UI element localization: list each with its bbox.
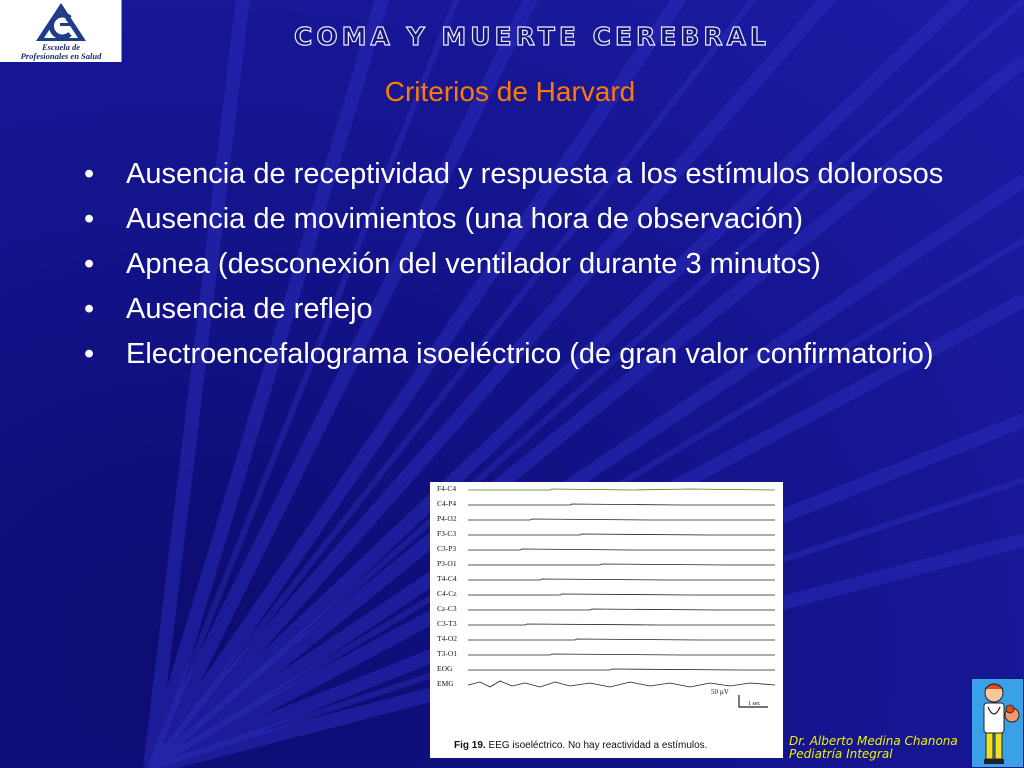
bullet-icon: •	[84, 293, 95, 325]
author-role: Pediatría Integral	[789, 747, 893, 761]
eeg-channel-label: T4-O2	[437, 634, 457, 643]
eeg-channel-label: EMG	[437, 679, 454, 688]
eeg-scale-amplitude: 50 µV	[711, 688, 729, 696]
eeg-channel-label: P3-O1	[437, 559, 457, 568]
eeg-trace	[468, 519, 775, 520]
eeg-channel-label: P4-O2	[437, 514, 457, 523]
eeg-trace	[468, 609, 775, 610]
eeg-trace	[468, 624, 775, 625]
eeg-traces	[430, 482, 783, 758]
bullet-icon: •	[84, 338, 95, 370]
eeg-trace	[468, 504, 775, 505]
eeg-trace	[468, 564, 775, 565]
criteria-list	[84, 156, 964, 381]
slide-title: COMA Y MUERTE CEREBRAL	[294, 22, 770, 51]
eeg-channel-label: C4-Cz	[437, 589, 457, 598]
author-name: Dr. Alberto Medina Chanona	[789, 734, 958, 748]
bullet-icon: •	[84, 158, 95, 190]
eeg-trace	[468, 579, 775, 580]
eeg-caption-label: Fig 19.	[454, 740, 486, 751]
criteria-text: Ausencia de movimientos (una hora de observación)	[126, 203, 804, 235]
eeg-trace	[468, 534, 775, 535]
eeg-scale-time: 1 sec	[748, 701, 761, 707]
eeg-channel-label: T3-O1	[437, 649, 457, 658]
bullet-icon: •	[84, 248, 95, 280]
eeg-channel-label: T4-C4	[437, 574, 457, 583]
eeg-figure	[430, 482, 783, 758]
criteria-item	[84, 336, 964, 372]
criteria-text: Ausencia de reflejo	[126, 293, 373, 325]
eeg-trace	[468, 549, 775, 550]
school-logo	[0, 0, 122, 62]
criteria-item	[84, 246, 964, 282]
logo-text-line2: Profesionales en Salud	[20, 51, 102, 61]
criteria-item	[84, 291, 964, 327]
logo-text-line1: Escuela de	[41, 42, 80, 52]
doctor-clipart-icon	[972, 679, 1024, 768]
eeg-channel-label: Cz-C3	[437, 604, 457, 613]
eeg-trace	[468, 594, 775, 595]
eeg-channel-label: C4-P4	[437, 499, 457, 508]
criteria-text: Electroencefalograma isoeléctrico (de gran valor confirmatorio)	[126, 338, 934, 370]
bullet-icon: •	[84, 203, 95, 235]
eeg-trace	[468, 669, 775, 670]
eeg-caption	[454, 740, 707, 751]
eeg-channel-label: C3-T3	[437, 619, 457, 628]
eeg-trace	[468, 681, 775, 687]
doctor-clipart	[971, 678, 1024, 768]
eeg-channel-label: F3-C3	[437, 529, 457, 538]
eeg-channel-label: C3-P3	[437, 544, 457, 553]
criteria-item	[84, 156, 964, 192]
eeg-trace	[468, 639, 775, 640]
eeg-trace	[468, 654, 775, 655]
school-logo-icon	[34, 2, 88, 42]
slide-subtitle: Criterios de Harvard	[384, 76, 636, 107]
eeg-caption-text: EEG isoeléctrico. No hay reactividad a estímulos.	[485, 740, 708, 751]
criteria-text: Ausencia de receptividad y respuesta a los estímulos dolorosos	[126, 158, 944, 190]
eeg-trace	[468, 489, 775, 490]
criteria-item	[84, 201, 964, 237]
author-signature	[789, 735, 958, 761]
eeg-channel-label: EOG	[437, 664, 453, 673]
criteria-text: Apnea (desconexión del ventilador durante 3 minutos)	[126, 248, 821, 280]
eeg-channel-label: F4-C4	[437, 484, 457, 493]
